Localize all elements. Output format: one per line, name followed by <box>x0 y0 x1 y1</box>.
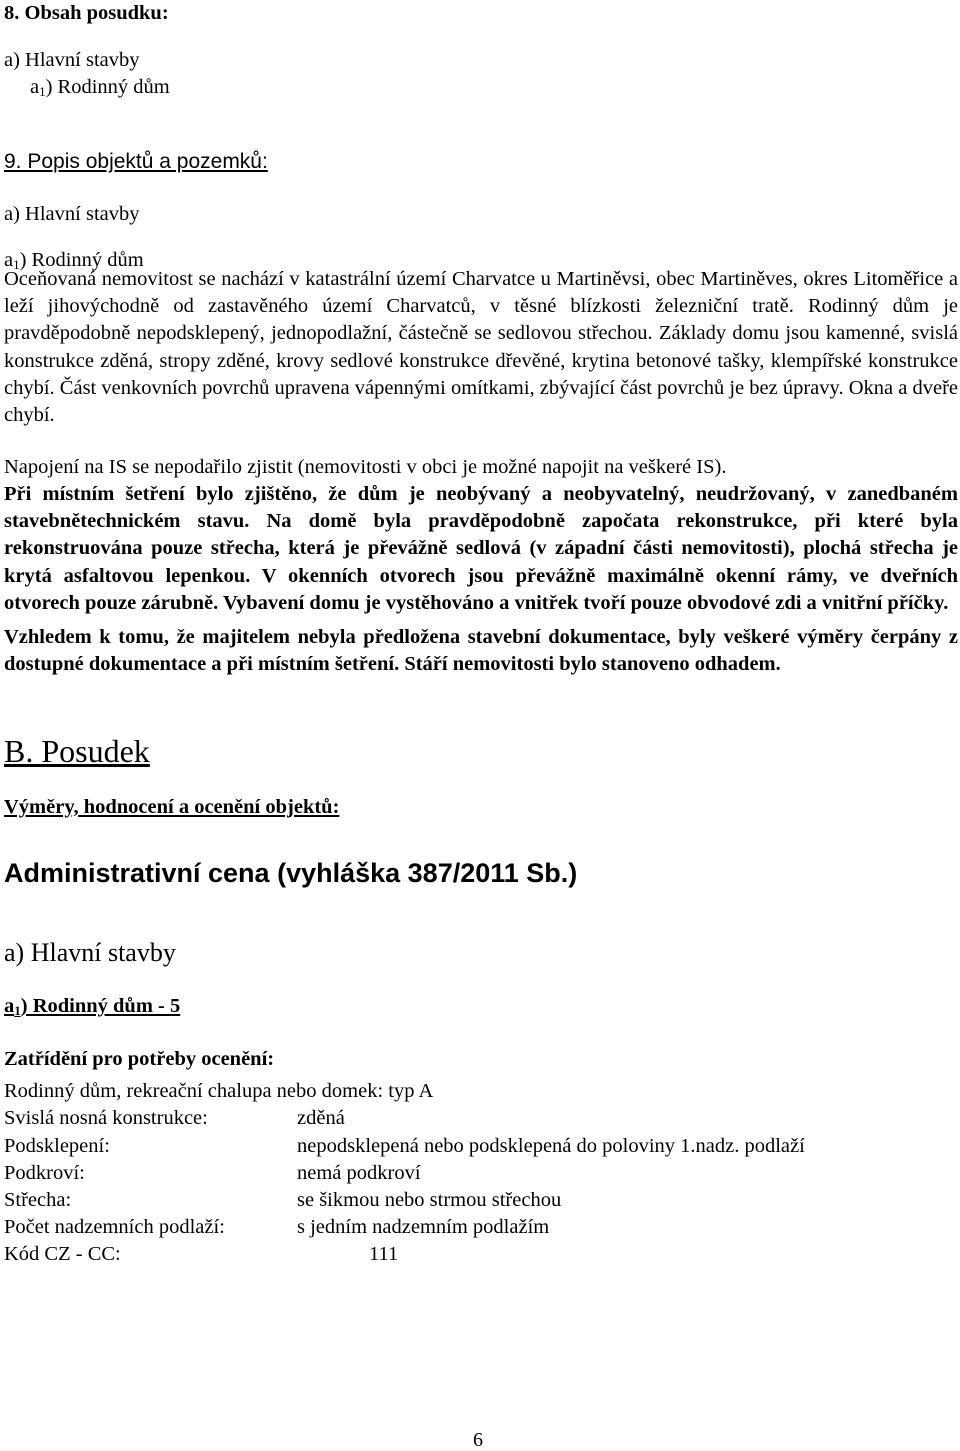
posudek-item: $a_1$) Rodinný dům - 5 <box>4 995 181 1018</box>
posudek-group: a) Hlavní stavby <box>4 938 176 967</box>
section-8-group: a) Hlavní stavby <box>4 49 140 71</box>
section-9-item: $a_1$) Rodinný dům <box>4 249 144 272</box>
description-paragraph-4: Vzhledem k tomu, že majitelem nebyla předložena stavební dokumentace, byly veškeré výměry čerpány z dostupné dokumentace a při místním šetření. Stáří nemovitosti bylo stanoveno odhadem. <box>4 626 958 676</box>
classification-heading: Zatřídění pro potřeby ocenění: <box>4 1048 275 1070</box>
row-value: nepodsklepená nebo podsklepená do poloviny 1.nadz. podlaží <box>297 1135 805 1157</box>
row-label: Svislá nosná konstrukce: <box>4 1107 208 1129</box>
description-paragraph-3: Při místním šetření bylo zjištěno, že dům je neobývaný a neobyvatelný, neudržovaný, v zanedbaném stavebnětechnickém stavu. Na domě byla pravděpodobně započata rekonstrukce, při které byla rekonstruována pouze střecha, která je převážně sedlová (v západní části nemovitosti), plochá střecha je krytá asfaltovou lepenkou. V okenních otvorech jsou převážně maximálně okenní rámy, ve dveřních otvorech pouze zárubně. Vybavení domu je vystěhováno a vnitřek tvoří pouze obvodové zdi a vnitřní příčky. <box>4 483 958 614</box>
classification-row <box>4 1160 421 1187</box>
section-9-group: a) Hlavní stavby <box>4 203 140 225</box>
row-label: Podsklepení: <box>4 1135 110 1157</box>
code-label: Kód CZ - CC: <box>4 1243 121 1265</box>
section-9-heading: 9. Popis objektů a pozemků: <box>4 150 268 173</box>
section-8-heading: 8. Obsah posudku: <box>4 2 169 24</box>
code-row <box>4 1241 399 1268</box>
row-value: s jedním nadzemním podlažím <box>297 1216 550 1238</box>
description-paragraph-2: Napojení na IS se nepodařilo zjistit (nemovitosti v obci je možné napojit na veškeré IS). <box>4 456 727 478</box>
code-value: 111 <box>369 1243 399 1265</box>
description-paragraph-1: Oceňovaná nemovitost se nachází v katastrální území Charvatce u Martiněvsi, obec Martiněves, okres Litoměřice a leží jihovýchodně od zastavěného území Charvatců, v těsné blízkosti železniční tratě. Rodinný dům je pravděpodobně nepodsklepený, jednopodlažní, částečně se sedlovou střechou. Základy domu jsou kamenné, svislá konstrukce zděná, stropy zděné, krovy sedlové konstrukce dřevěné, krytina betonové tašky, klempířské konstrukce chybí. Část venkovních povrchů upravena vápennými omítkami, zbývající část povrchů je bez úpravy. Okna a dveře chybí. <box>4 268 958 427</box>
row-value: se šikmou nebo strmou střechou <box>297 1189 562 1211</box>
posudek-subheading: Výměry, hodnocení a ocenění objektů: <box>4 796 340 818</box>
classification-row <box>4 1133 805 1160</box>
page-number: 6 <box>473 1429 483 1451</box>
classification-row <box>4 1105 345 1132</box>
row-label: Počet nadzemních podlaží: <box>4 1216 225 1238</box>
classification-row <box>4 1187 562 1214</box>
posudek-heading: B. Posudek <box>4 733 150 769</box>
classification-line: Rodinný dům, rekreační chalupa nebo domek: typ A <box>4 1080 434 1102</box>
row-value: nemá podkroví <box>297 1162 421 1184</box>
section-8-item: $a_1$) Rodinný dům <box>30 76 170 99</box>
row-label: Podkroví: <box>4 1162 85 1184</box>
classification-row <box>4 1214 550 1241</box>
valuation-method-heading: Administrativní cena (vyhláška 387/2011 Sb.) <box>4 858 578 888</box>
row-value: zděná <box>297 1107 345 1129</box>
row-label: Střecha: <box>4 1189 72 1211</box>
